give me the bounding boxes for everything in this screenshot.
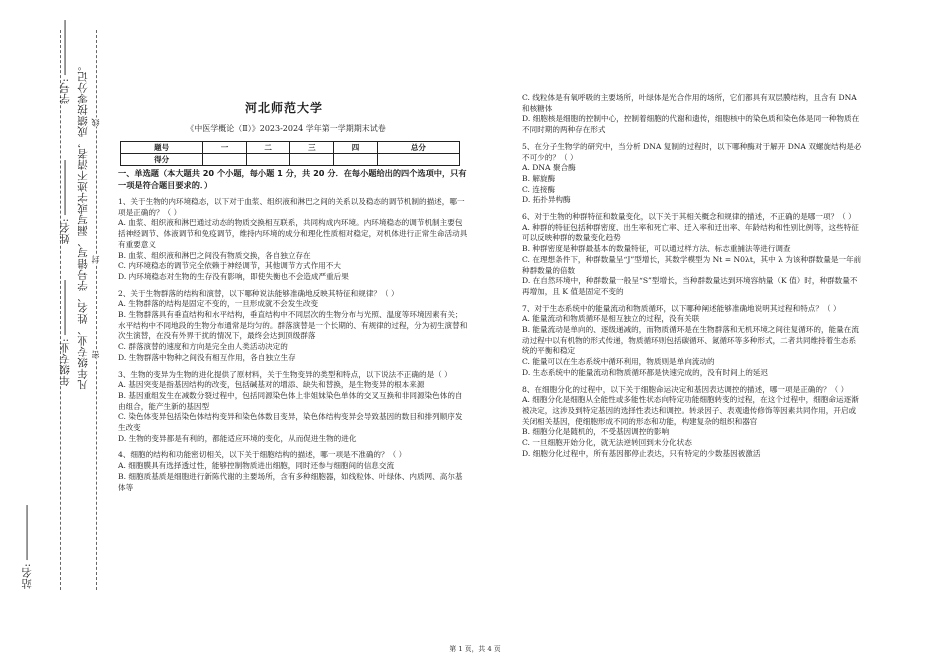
option: D. 内环境稳态对生物的生存没有影响，即使失衡也不会造成严重后果 bbox=[118, 271, 349, 281]
option: A. 血浆、组织液和淋巴通过动态的物质交换相互联系，共同构成内环境。内环境稳态的调节机制主要包括神经调节、体液调节和免疫调节，维持内环境的成分和理化性质相对稳定，对机体进行正常生命活动具有重要意义 bbox=[118, 218, 468, 249]
option: A. 基因突变是指基因结构的改变，包括碱基对的增添、缺失和替换，是生物变异的根本来源 bbox=[118, 380, 425, 390]
option: B. 细胞分化是随机的，不受基因调控的影响 bbox=[522, 427, 670, 437]
question-stem: 6、对于生物的种群特征和数量变化，以下关于其相关概念和规律的描述，不正确的是哪一项？（ ） bbox=[522, 212, 856, 222]
seal-char-mi: 密 bbox=[91, 350, 100, 359]
option: D. 细胞分化过程中，所有基因都停止表达，只有特定的少数基因被激活 bbox=[522, 448, 761, 458]
question-8 bbox=[522, 385, 862, 460]
question-stem: 4、细胞的结构和功能密切相关，以下关于细胞结构的描述，哪一项是不准确的？（ ） bbox=[118, 450, 407, 460]
question-7 bbox=[522, 304, 862, 379]
question-stem: 1、关于生物的内环境稳态，以下对于血浆、组织液和淋巴之间的关系以及稳态的调节机制的描述，哪一项是正确的？（ ） bbox=[118, 197, 465, 217]
option: A. 细胞分化是细胞从全能性或多能性状态向特定功能细胞转变的过程，在这个过程中，细胞命运逐渐被决定，这涉及到特定基因的选择性表达和调控。转录因子、表观遗传修饰等因素共同作用，开启或关闭相关基因，使细胞形成不同的形态和功能，构建复杂的组织和器官 bbox=[522, 395, 859, 426]
student-id-label: 学号: bbox=[60, 20, 72, 104]
option: C. 线粒体是有氧呼吸的主要场所，叶绿体是光合作用的场所，它们都具有双层膜结构，且含有 DNA 和核糖体 bbox=[522, 93, 857, 113]
option: C. 能量可以在生态系统中循环利用，物质则是单向流动的 bbox=[522, 357, 715, 367]
question-1 bbox=[118, 197, 468, 283]
option: B. 能量流动是单向的、逐级递减的，而物质循环是在生物群落和无机环境之间往复循环的，能量在流动过程中以有机物的形式传递，物质循环则包括碳循环、氮循环等多种形式，二者共同维持着生态系统的平衡和稳定 bbox=[522, 325, 859, 356]
option: D. 生物的变异都是有利的，都能适应环境的变化，从而促进生物的进化 bbox=[118, 433, 357, 443]
section-heading: 一、单选题（本大题共 20 个小题，每小题 1 分，共 20 分．在每小题给出的四个选项中，只有一项是符合题目要求的．） bbox=[118, 168, 467, 190]
score-table-score-row bbox=[121, 154, 460, 166]
option: A. 细胞膜具有选择透过性，能够控制物质进出细胞，同时还参与细胞间的信息交流 bbox=[118, 461, 395, 471]
exam-title: 《中医学概论（Ⅱ）》2023-2024 学年第一学期期末试卷 bbox=[186, 124, 386, 133]
binding-margin bbox=[0, 0, 112, 672]
name-label: 姓名: bbox=[60, 160, 72, 244]
option: D. 生物群落中物种之间没有相互作用，各自独立生存 bbox=[118, 352, 296, 362]
question-stem: 5、在分子生物学的研究中，当分析 DNA 复制的过程时，以下哪种酶对于解开 DNA 双螺旋结构是必不可少的？（ ） bbox=[522, 141, 862, 162]
option: B. 生物群落具有垂直结构和水平结构，垂直结构中不同层次的生物分布与光照、温度等环境因素有关；水平结构中不同地段的生物分布通常是均匀的。群落演替是一个长期的、有规律的过程，分为初生演替和次生演替，在没有外界干扰的情况下，最终会达到顶级群落 bbox=[118, 310, 468, 341]
question-5 bbox=[522, 142, 862, 206]
score-row-label-score: 得分 bbox=[121, 154, 203, 166]
option: D. 细胞核是细胞的控制中心，控制着细胞的代谢和遗传，细胞核中的染色质和染色体是同一种物质在不同时期的两种存在形式 bbox=[522, 114, 860, 135]
score-cell[interactable] bbox=[246, 154, 290, 166]
question-stem: 8、在细胞分化的过程中，以下关于细胞命运决定和基因表达调控的描述，哪一项是正确的？（ ） bbox=[522, 384, 849, 394]
campus-label: 站名: bbox=[22, 505, 34, 589]
option: C. 一旦细胞开始分化，就无法逆转回到未分化状态 bbox=[522, 438, 692, 448]
question-stem: 2、关于生物群落的结构和演替，以下哪种说法能够准确地反映其特征和规律？（ ） bbox=[118, 288, 399, 298]
question-4 bbox=[118, 450, 468, 493]
question-2 bbox=[118, 289, 468, 364]
score-table bbox=[120, 141, 460, 166]
score-col-3: 三 bbox=[290, 142, 334, 154]
question-stem: 7、对于生态系统中的能量流动和物质循环，以下哪种阐述能够准确地说明其过程和特点？（ ） bbox=[522, 303, 841, 313]
option: A. DNA 聚合酶 bbox=[522, 163, 576, 173]
score-cell[interactable] bbox=[377, 154, 459, 166]
score-col-total: 总分 bbox=[377, 142, 459, 154]
university-title: 河北师范大学 bbox=[244, 101, 323, 115]
page-footer: 第 1 页，共 4 页 bbox=[449, 645, 501, 653]
question-6 bbox=[522, 212, 862, 298]
question-3 bbox=[118, 370, 468, 445]
score-cell[interactable] bbox=[203, 154, 247, 166]
option: B. 细胞质基质是细胞进行新陈代谢的主要场所，含有多种细胞器，如线粒体、叶绿体、内质网、高尔基体等 bbox=[118, 471, 463, 492]
option: A. 生物群落的结构是固定不变的，一旦形成就不会发生改变 bbox=[118, 299, 319, 309]
left-column bbox=[118, 167, 468, 493]
seal-char-feng: 封 bbox=[91, 255, 100, 264]
option: A. 种群的特征包括种群密度、出生率和死亡率、迁入率和迁出率、年龄结构和性别比例等，这些特征可以反映种群的数量变化趋势 bbox=[522, 222, 859, 243]
option: D. 拓扑异构酶 bbox=[522, 195, 571, 205]
option: C. 群落演替的速度和方向是完全由人类活动决定的 bbox=[118, 342, 288, 352]
option: B. 解旋酶 bbox=[522, 173, 556, 183]
option: D. 生态系统中的能量流动和物质循环都是快速完成的，没有时间上的延迟 bbox=[522, 367, 769, 377]
score-col-4: 四 bbox=[334, 142, 378, 154]
score-table-header-row bbox=[121, 142, 460, 154]
option: C. 在理想条件下，种群数量呈“J”型增长，其数学模型为 Nt = N0λt，其中 λ 为该种群数量是一年前种群数量的倍数 bbox=[522, 254, 862, 275]
option: A. 能量流动和物质循环是相互独立的过程，没有关联 bbox=[522, 314, 700, 324]
option: C. 染色体变异包括染色体结构变异和染色体数目变异，染色体结构变异会导致基因的数目和排列顺序发生改变 bbox=[118, 412, 463, 433]
score-cell[interactable] bbox=[290, 154, 334, 166]
score-row-label-number: 题号 bbox=[121, 142, 203, 154]
option: C. 内环境稳态的调节完全依赖于神经调节，其他调节方式作用不大 bbox=[118, 261, 341, 271]
score-col-2: 二 bbox=[246, 142, 290, 154]
seal-char-xian: 线 bbox=[91, 118, 100, 127]
option: C. 连接酶 bbox=[522, 184, 556, 194]
right-column bbox=[522, 93, 862, 460]
option: B. 血浆、组织液和淋巴之间没有物质交换，各自独立存在 bbox=[118, 250, 311, 260]
option: B. 种群密度是种群最基本的数量特征，可以通过样方法、标志重捕法等进行调查 bbox=[522, 244, 791, 254]
binding-dashed-line bbox=[96, 30, 97, 590]
score-cell[interactable] bbox=[334, 154, 378, 166]
fill-notice: 凡年级专业、姓名、学号错写、漏写或字迹不清者，成绩按零分记。 bbox=[77, 60, 89, 390]
grade-major-label: 年级专业: bbox=[60, 280, 72, 386]
question-stem: 3、生物的变异为生物的进化提供了原材料，关于生物变异的类型和特点，以下说法不正确的是（ ） bbox=[118, 369, 452, 379]
option: B. 基因重组发生在减数分裂过程中，包括同源染色体上非姐妹染色单体的交叉互换和非同源染色体的自由组合，能产生新的基因型 bbox=[118, 390, 463, 411]
score-col-1: 一 bbox=[203, 142, 247, 154]
option: D. 在自然环境中，种群数量一般呈“S”型增长，当种群数量达到环境容纳量（K 值）时，种群数量不再增加，且 K 值是固定不变的 bbox=[522, 276, 858, 296]
